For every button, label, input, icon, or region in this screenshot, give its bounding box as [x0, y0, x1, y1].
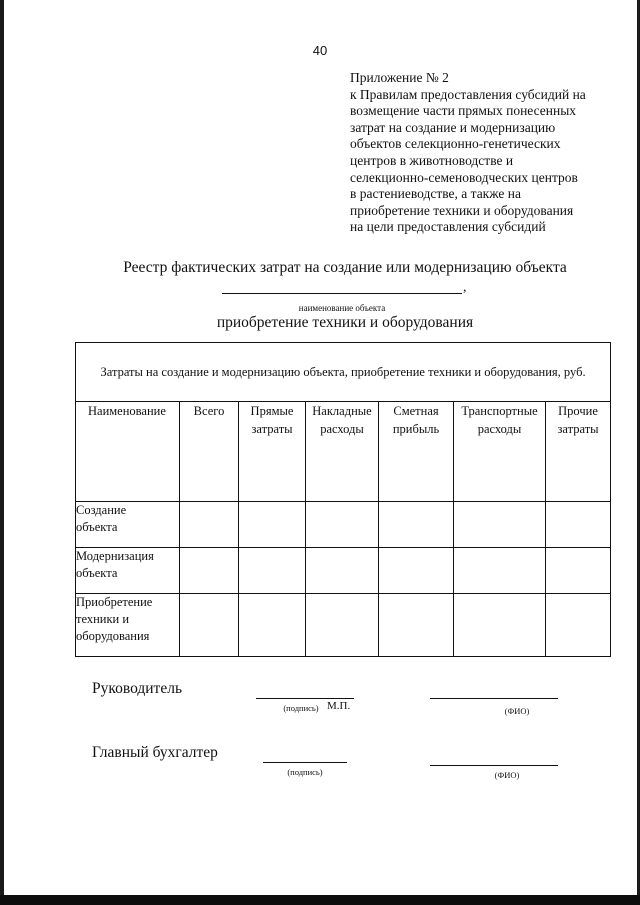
row-label-creation — [76, 502, 180, 548]
row-label-text: Создание — [76, 503, 127, 517]
page-number: 40 — [312, 43, 328, 58]
appendix-line: селекционно-семеноводческих центров — [350, 169, 578, 185]
column-header-estimated-profit — [379, 402, 454, 502]
cost-table — [75, 342, 611, 657]
table-cell[interactable] — [239, 502, 306, 548]
registry-title: Реестр фактических затрат на создание или модернизацию объекта — [123, 259, 567, 276]
column-header-overhead — [306, 402, 379, 502]
column-header-text: затраты — [557, 422, 599, 436]
appendix-line: центров в животноводстве и — [350, 152, 514, 168]
page-edge-left — [0, 0, 4, 905]
accountant-label: Главный бухгалтер — [92, 744, 218, 761]
column-header-text: Прочие — [558, 404, 598, 418]
column-header-total — [180, 402, 239, 502]
appendix-line: на цели предоставления субсидий — [350, 219, 546, 235]
appendix-line: затрат на создание и модернизацию — [350, 119, 556, 135]
head-name-line[interactable] — [430, 697, 558, 699]
table-header-row — [76, 343, 611, 402]
head-signature-caption: (подпись) — [283, 703, 319, 713]
table-cell[interactable] — [379, 594, 454, 657]
column-header-text: Сметная — [393, 404, 439, 418]
table-cell[interactable] — [546, 594, 611, 657]
column-header-text: расходы — [320, 422, 364, 436]
table-header: Затраты на создание и модернизацию объекта, приобретение техники и оборудования, руб. — [76, 343, 611, 402]
row-label-acquisition — [76, 594, 180, 657]
appendix-line: объектов селекционно-генетических — [350, 136, 561, 152]
head-name-caption: (ФИО) — [504, 706, 530, 716]
column-header-text: расходы — [477, 422, 522, 436]
table-columns-row — [76, 402, 611, 502]
column-header-other — [546, 402, 611, 502]
table-row — [76, 502, 611, 548]
registry-subtitle: приобретение техники и оборудования — [216, 314, 474, 331]
appendix-block — [350, 70, 620, 236]
row-label-text: объекта — [76, 520, 118, 534]
row-label-modernization — [76, 548, 180, 594]
table-cell[interactable] — [239, 548, 306, 594]
appendix-line: к Правилам предоставления субсидий на — [350, 86, 586, 102]
row-label-text: объекта — [76, 566, 118, 580]
column-header-name — [76, 402, 180, 502]
column-header-text: затраты — [251, 422, 293, 436]
table-cell[interactable] — [239, 594, 306, 657]
table-cell[interactable] — [306, 502, 379, 548]
row-label-text: Модернизация — [76, 549, 154, 563]
table-cell[interactable] — [180, 502, 239, 548]
table-cell[interactable] — [454, 594, 546, 657]
table-cell[interactable] — [306, 548, 379, 594]
table-cell[interactable] — [306, 594, 379, 657]
row-label-text: оборудования — [76, 629, 150, 643]
table-cell[interactable] — [379, 548, 454, 594]
row-label-text: техники и — [76, 612, 130, 626]
column-header-text: Всего — [193, 404, 225, 418]
appendix-line: приобретение техники и оборудования — [350, 202, 574, 218]
appendix-line: в растениеводстве, а также на — [350, 186, 521, 202]
table-cell[interactable] — [454, 502, 546, 548]
accountant-signature-line[interactable] — [263, 761, 347, 763]
accountant-name-line[interactable] — [430, 764, 558, 766]
object-name-comma: , — [463, 280, 467, 295]
appendix-line: Приложение № 2 — [350, 70, 449, 85]
head-stamp-label: М.П. — [327, 700, 351, 712]
column-header-text: Наименование — [88, 404, 166, 418]
object-name-field[interactable] — [222, 283, 462, 294]
table-cell[interactable] — [546, 502, 611, 548]
table-cell[interactable] — [180, 548, 239, 594]
table-row — [76, 594, 611, 657]
column-header-text: Накладные — [312, 404, 372, 418]
accountant-name-caption: (ФИО) — [494, 770, 520, 780]
table-row — [76, 548, 611, 594]
page-edge-bottom — [0, 895, 640, 905]
column-header-direct-costs — [239, 402, 306, 502]
table-cell[interactable] — [454, 548, 546, 594]
appendix-line: возмещение части прямых понесенных — [350, 103, 577, 119]
column-header-transport — [454, 402, 546, 502]
head-label: Руководитель — [92, 680, 183, 697]
table-cell[interactable] — [180, 594, 239, 657]
object-name-caption: наименование объекта — [298, 303, 386, 313]
column-header-text: Прямые — [250, 404, 294, 418]
table-cell[interactable] — [379, 502, 454, 548]
column-header-text: прибыль — [392, 422, 440, 436]
column-header-text: Транспортные — [461, 404, 538, 418]
accountant-signature-caption: (подпись) — [287, 767, 323, 777]
head-signature-line[interactable] — [256, 697, 354, 699]
row-label-text: Приобретение — [76, 595, 153, 609]
table-cell[interactable] — [546, 548, 611, 594]
